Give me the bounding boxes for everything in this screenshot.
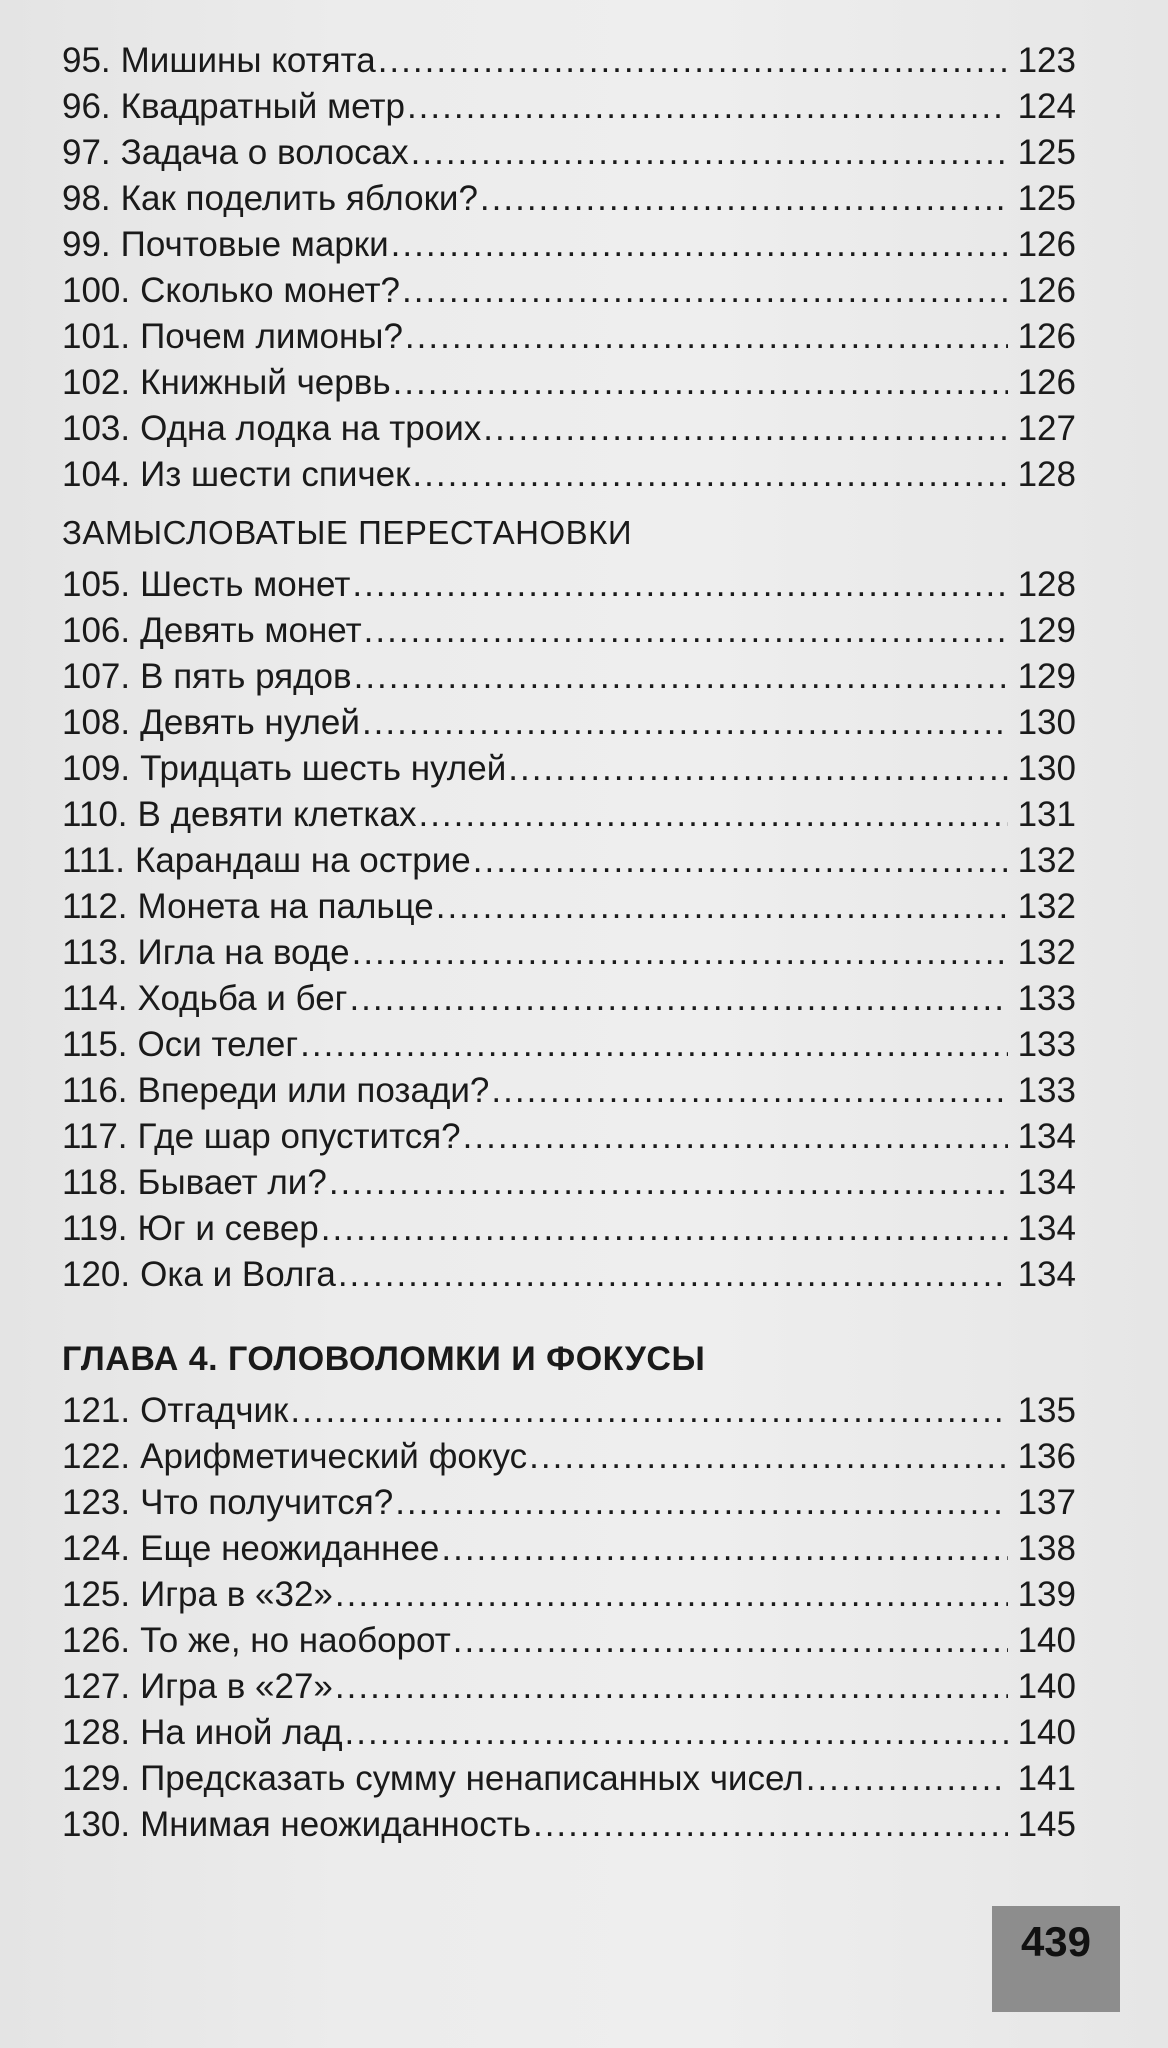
entry-title: Бывает ли? [137,1163,327,1202]
entry-number: 109. [62,749,131,788]
toc-entry [62,222,1076,268]
entry-page-number: 133 [1017,1025,1076,1064]
entry-number: 101. [62,317,131,356]
page-number: 439 [1020,1918,1092,1965]
toc-entry [62,1388,1076,1434]
entry-number: 118. [62,1163,128,1202]
dot-leader [453,1618,1008,1664]
dot-leader [407,84,1008,130]
entry-title: Как поделить яблоки? [120,179,478,218]
dot-leader [391,222,1008,268]
entry-number: 104. [62,455,131,494]
entry-number: 126. [62,1621,131,1660]
toc-entry [62,654,1076,700]
entry-page-number: 140 [1017,1667,1076,1706]
entry-page-number: 128 [1017,455,1076,494]
entry-page-number: 134 [1017,1163,1076,1202]
entry-number: 106. [62,611,131,650]
dot-leader [529,1434,1008,1480]
entry-title: Что получится? [140,1483,394,1522]
entry-title: Мнимая неожиданность [140,1805,531,1844]
entry-page-number: 135 [1017,1391,1076,1430]
entry-number: 103. [62,409,131,448]
entry-page-number: 125 [1017,133,1076,172]
entry-number: 102. [62,363,131,402]
entry-title: Предсказать сумму ненаписанных чисел [140,1759,804,1798]
entry-page-number: 133 [1017,979,1076,1018]
entry-title: Где шар опустится? [137,1117,461,1156]
entry-title: Тридцать шесть нулей [140,749,507,788]
dot-leader [483,406,1008,452]
entry-page-number: 136 [1017,1437,1076,1476]
toc-entry [62,1802,1076,1848]
entry-number: 112. [62,887,128,926]
entry-page-number: 138 [1017,1529,1076,1568]
dot-leader [491,1068,1008,1114]
toc-entry [62,130,1076,176]
entry-title: Еще неожиданнее [140,1529,440,1568]
dot-leader [533,1802,1008,1848]
entry-title: Ходьба и бег [137,979,348,1018]
toc-entry [62,792,1076,838]
toc-entry [62,1664,1076,1710]
toc-entry [62,268,1076,314]
entry-number: 119. [62,1209,128,1248]
entry-page-number: 123 [1017,41,1076,80]
entry-number: 110. [62,795,128,834]
entry-title: Книжный червь [140,363,391,402]
entry-page-number: 132 [1017,887,1076,926]
entry-page-number: 130 [1017,703,1076,742]
toc-entry [62,38,1076,84]
toc-entry [62,1526,1076,1572]
chapter-heading: ГЛАВА 4. ГОЛОВОЛОМКИ И ФОКУСЫ [62,1340,706,1378]
toc-entry [62,1206,1076,1252]
entry-title: Впереди или позади? [137,1071,490,1110]
entry-title: Девять монет [140,611,362,650]
entry-page-number: 126 [1017,317,1076,356]
dot-leader [338,1252,1008,1298]
toc-entry [62,1618,1076,1664]
entry-page-number: 134 [1017,1255,1076,1294]
entry-number: 125. [62,1575,131,1614]
toc-entry [62,452,1076,498]
toc-entry [62,314,1076,360]
section-heading: ЗАМЫСЛОВАТЫЕ ПЕРЕСТАНОВКИ [62,514,633,551]
toc-entry [62,1480,1076,1526]
entry-title: Шесть монет [140,565,351,604]
dot-leader [378,38,1008,84]
entry-page-number: 129 [1017,611,1076,650]
entry-page-number: 145 [1017,1805,1076,1844]
entry-title: Отгадчик [140,1391,289,1430]
entry-page-number: 131 [1017,795,1076,834]
entry-title: Почтовые марки [120,225,389,264]
entry-number: 122. [62,1437,131,1476]
dot-leader [480,176,1008,222]
dot-leader [349,976,1008,1022]
entry-number: 128. [62,1713,131,1752]
toc-entry [62,84,1076,130]
dot-leader [335,1664,1008,1710]
entry-number: 107. [62,657,131,696]
dot-leader [352,930,1008,976]
entry-page-number: 134 [1017,1209,1076,1248]
entry-page-number: 129 [1017,657,1076,696]
entry-page-number: 130 [1017,749,1076,788]
entry-number: 115. [62,1025,128,1064]
entry-title: Сколько монет? [140,271,401,310]
dot-leader [364,608,1008,654]
entry-number: 130. [62,1805,131,1844]
dot-leader [411,130,1008,176]
entry-title: Одна лодка на троих [140,409,482,448]
dot-leader [508,746,1008,792]
entry-page-number: 134 [1017,1117,1076,1156]
dot-leader [321,1206,1008,1252]
entry-page-number: 141 [1017,1759,1076,1798]
dot-leader [345,1710,1008,1756]
entry-title: Игла на воде [137,933,350,972]
toc-entry [62,1756,1076,1802]
entry-number: 108. [62,703,131,742]
toc-entry [62,700,1076,746]
entry-title: Девять нулей [140,703,360,742]
entry-title: Монета на пальце [137,887,434,926]
entry-title: Оси телег [137,1025,299,1064]
entry-number: 121. [62,1391,131,1430]
toc-entry [62,1160,1076,1206]
dot-leader [395,1480,1008,1526]
entry-title: Из шести спичек [140,455,411,494]
entry-number: 100. [62,271,131,310]
entry-page-number: 125 [1017,179,1076,218]
entry-number: 117. [62,1117,128,1156]
entry-number: 111. [62,841,125,880]
dot-leader [352,562,1008,608]
entry-title: На иной лад [140,1713,343,1752]
dot-leader [335,1572,1008,1618]
entry-title: Мишины котята [120,41,376,80]
dot-leader [441,1526,1008,1572]
dot-leader [463,1114,1008,1160]
toc-entry [62,930,1076,976]
page-number-badge [992,1906,1120,2012]
toc-entry [62,1114,1076,1160]
entry-page-number: 127 [1017,409,1076,448]
dot-leader [405,314,1008,360]
entry-page-number: 137 [1017,1483,1076,1522]
entry-page-number: 126 [1017,225,1076,264]
dot-leader [362,700,1008,746]
entry-number: 127. [62,1667,131,1706]
toc-entry [62,884,1076,930]
toc-entry [62,1022,1076,1068]
entry-page-number: 140 [1017,1621,1076,1660]
dot-leader [300,1022,1008,1068]
entry-number: 99. [62,225,111,264]
toc-entry [62,1710,1076,1756]
toc-entry [62,360,1076,406]
dot-leader [329,1160,1008,1206]
entry-number: 120. [62,1255,131,1294]
entry-page-number: 140 [1017,1713,1076,1752]
entry-title: То же, но наоборот [140,1621,451,1660]
entry-title: Арифметический фокус [140,1437,528,1476]
entry-number: 98. [62,179,111,218]
dot-leader [412,452,1008,498]
entry-title: Ока и Волга [140,1255,336,1294]
entry-number: 124. [62,1529,131,1568]
entry-number: 97. [62,133,111,172]
entry-number: 95. [62,41,111,80]
dot-leader [436,884,1008,930]
entry-title: Карандаш на острие [134,841,471,880]
table-of-contents [62,38,1076,1848]
entry-number: 116. [62,1071,128,1110]
entry-number: 113. [62,933,128,972]
toc-entry [62,1434,1076,1480]
entry-page-number: 126 [1017,271,1076,310]
entry-title: Игра в «32» [140,1575,333,1614]
entry-page-number: 133 [1017,1071,1076,1110]
dot-leader [473,838,1008,884]
entry-page-number: 139 [1017,1575,1076,1614]
dot-leader [806,1756,1008,1802]
entry-page-number: 132 [1017,933,1076,972]
entry-title: В пять рядов [140,657,352,696]
entry-page-number: 126 [1017,363,1076,402]
dot-leader [354,654,1008,700]
entry-page-number: 128 [1017,565,1076,604]
entry-title: Задача о волосах [120,133,409,172]
entry-number: 129. [62,1759,131,1798]
entry-number: 114. [62,979,128,1018]
dot-leader [290,1388,1008,1434]
dot-leader [393,360,1008,406]
toc-entry [62,176,1076,222]
entry-number: 123. [62,1483,131,1522]
dot-leader [402,268,1008,314]
toc-entry [62,1252,1076,1298]
entry-title: Почем лимоны? [140,317,403,356]
entry-page-number: 124 [1017,87,1076,126]
entry-title: Юг и север [137,1209,319,1248]
entry-title: Квадратный метр [120,87,405,126]
entry-number: 96. [62,87,111,126]
toc-entry [62,562,1076,608]
entry-number: 105. [62,565,131,604]
toc-entry [62,406,1076,452]
entry-title: Игра в «27» [140,1667,333,1706]
toc-entry [62,976,1076,1022]
toc-entry [62,608,1076,654]
toc-entry [62,746,1076,792]
entry-page-number: 132 [1017,841,1076,880]
toc-entry [62,1068,1076,1114]
toc-entry [62,1572,1076,1618]
entry-title: В девяти клетках [137,795,417,834]
dot-leader [418,792,1008,838]
toc-entry [62,838,1076,884]
